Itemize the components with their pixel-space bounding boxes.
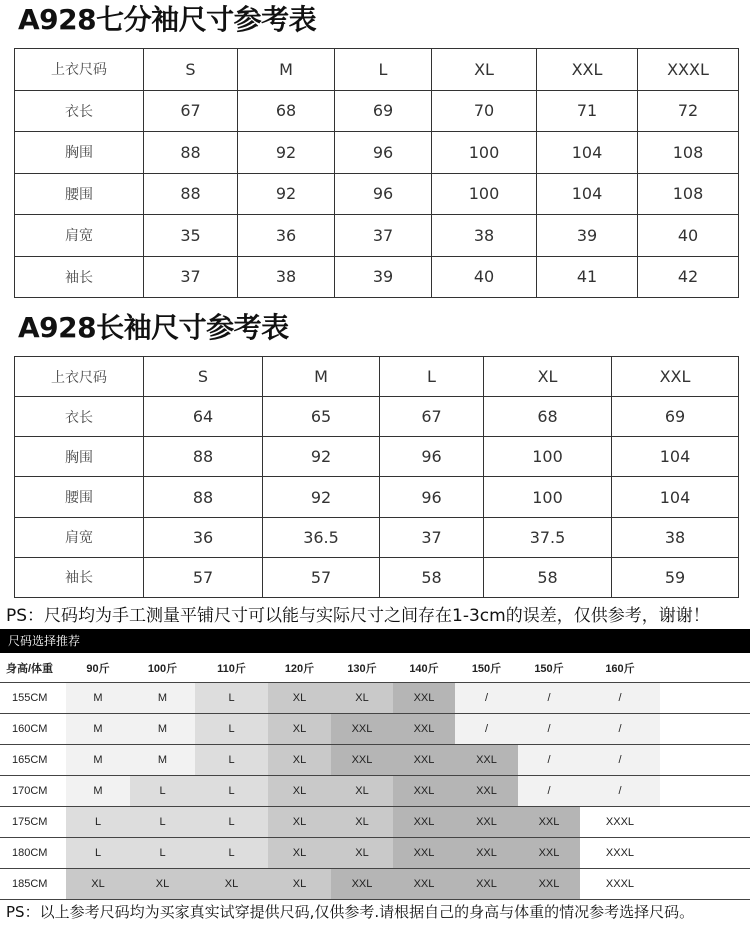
size-value: 38 (432, 215, 537, 257)
size-value: 100 (432, 173, 537, 215)
size-row (15, 132, 739, 174)
recommend-row (0, 838, 750, 869)
row-label: 肩宽 (15, 517, 144, 557)
recommended-size: XL (268, 745, 331, 776)
height-label: 160CM (0, 714, 66, 745)
size-label: XXL (612, 357, 739, 397)
size-row (15, 215, 739, 257)
size-value: 59 (612, 557, 739, 597)
weight-label: 140斤 (393, 654, 455, 683)
height-label: 175CM (0, 807, 66, 838)
recommend-row (0, 683, 750, 714)
recommended-size: XL (268, 838, 331, 869)
recommend-row (0, 807, 750, 838)
size-value: 92 (238, 132, 335, 174)
size-value: 100 (484, 477, 612, 517)
size-value: 88 (144, 173, 238, 215)
recommended-size: / (580, 714, 660, 745)
row-label: 衣长 (15, 90, 144, 132)
size-value: 71 (537, 90, 638, 132)
size-value: 69 (612, 397, 739, 437)
size-value: 100 (484, 437, 612, 477)
recommend-note: PS：以上参考尺码均为买家真实试穿提供尺码,仅供参考.请根据自己的身高与体重的情况参考选择尺码。 (6, 903, 695, 921)
size-label: M (238, 49, 335, 91)
row-label: 衣长 (15, 397, 144, 437)
size-value: 96 (380, 477, 484, 517)
height-label: 185CM (0, 869, 66, 900)
recommended-size: M (66, 683, 130, 714)
size-value: 104 (537, 132, 638, 174)
size-header-row (15, 357, 739, 397)
recommended-size: L (130, 807, 195, 838)
size-value: 67 (380, 397, 484, 437)
size-value: 37 (380, 517, 484, 557)
size-value: 57 (144, 557, 263, 597)
size-value: 40 (432, 256, 537, 298)
recommended-size: XXL (393, 714, 455, 745)
recommended-size: XXL (393, 807, 455, 838)
table2-title: A928长袖尺寸参考表 (18, 311, 289, 344)
height-label: 170CM (0, 776, 66, 807)
recommended-size: / (580, 745, 660, 776)
size-value: 69 (335, 90, 432, 132)
weight-label: 150斤 (518, 654, 580, 683)
size-value: 68 (484, 397, 612, 437)
height-label: 180CM (0, 838, 66, 869)
recommended-size: XXL (393, 838, 455, 869)
recommended-size: L (66, 838, 130, 869)
size-value: 36 (238, 215, 335, 257)
size-value: 39 (335, 256, 432, 298)
row-label: 胸围 (15, 437, 144, 477)
recommended-size: XXL (331, 714, 393, 745)
recommended-size: / (518, 714, 580, 745)
filler-cell (660, 776, 750, 807)
recommended-size: XL (331, 807, 393, 838)
recommend-row (0, 745, 750, 776)
recommended-size: XXL (455, 807, 518, 838)
size-value: 35 (144, 215, 238, 257)
recommended-size: / (518, 683, 580, 714)
recommended-size: XXL (393, 745, 455, 776)
size-value: 104 (537, 173, 638, 215)
size-header-row (15, 49, 739, 91)
size-row (15, 477, 739, 517)
recommended-size: M (130, 745, 195, 776)
size-value: 57 (263, 557, 380, 597)
filler-cell (660, 807, 750, 838)
size-label: S (144, 49, 238, 91)
recommended-size: XXL (455, 838, 518, 869)
size-label: L (335, 49, 432, 91)
filler-cell (660, 869, 750, 900)
recommended-size: XL (130, 869, 195, 900)
size-value: 96 (380, 437, 484, 477)
height-weight-label: 身高/体重 (0, 654, 66, 683)
filler-cell (660, 683, 750, 714)
recommended-size: / (580, 683, 660, 714)
size-value: 108 (638, 173, 739, 215)
size-value: 37 (144, 256, 238, 298)
recommended-size: XXXL (580, 838, 660, 869)
recommended-size: M (66, 745, 130, 776)
size-value: 92 (238, 173, 335, 215)
recommend-row (0, 869, 750, 900)
size-value: 37.5 (484, 517, 612, 557)
recommended-size: XL (268, 869, 331, 900)
filler-cell (660, 745, 750, 776)
row-label: 肩宽 (15, 215, 144, 257)
size-label: XXXL (638, 49, 739, 91)
recommended-size: M (66, 776, 130, 807)
size-label: XL (484, 357, 612, 397)
recommended-size: / (455, 683, 518, 714)
recommended-size: XXXL (580, 807, 660, 838)
recommended-size: L (195, 807, 268, 838)
size-value: 70 (432, 90, 537, 132)
weight-label: 100斤 (130, 654, 195, 683)
size-value: 88 (144, 477, 263, 517)
weight-label: 150斤 (455, 654, 518, 683)
recommended-size: XXL (455, 776, 518, 807)
recommended-size: XXL (455, 745, 518, 776)
recommended-size: L (130, 838, 195, 869)
size-value: 104 (612, 437, 739, 477)
size-value: 36.5 (263, 517, 380, 557)
size-value: 37 (335, 215, 432, 257)
recommended-size: / (518, 745, 580, 776)
recommended-size: L (195, 838, 268, 869)
weight-label: 90斤 (66, 654, 130, 683)
size-value: 40 (638, 215, 739, 257)
size-label: M (263, 357, 380, 397)
size-value: 72 (638, 90, 739, 132)
filler-cell (660, 714, 750, 745)
recommend-row (0, 776, 750, 807)
recommended-size: XXXL (580, 869, 660, 900)
recommended-size: XXL (331, 869, 393, 900)
size-value: 92 (263, 437, 380, 477)
recommended-size: M (130, 714, 195, 745)
size-row (15, 256, 739, 298)
recommended-size: XXL (455, 869, 518, 900)
size-value: 42 (638, 256, 739, 298)
size-row (15, 173, 739, 215)
recommended-size: L (130, 776, 195, 807)
recommended-size: L (195, 683, 268, 714)
recommended-size: / (455, 714, 518, 745)
sleeve-7-size-table (14, 48, 739, 298)
size-value: 39 (537, 215, 638, 257)
recommended-size: XXL (393, 869, 455, 900)
size-value: 104 (612, 477, 739, 517)
recommended-size: XXL (393, 683, 455, 714)
measurement-note: PS：尺码均为手工测量平铺尺寸可以能与实际尺寸之间存在1-3cm的误差，仅供参考，谢谢！ (6, 606, 710, 626)
filler-cell (660, 838, 750, 869)
size-value: 67 (144, 90, 238, 132)
size-value: 96 (335, 132, 432, 174)
size-recommend-table (0, 654, 750, 900)
weight-label: 160斤 (580, 654, 660, 683)
recommended-size: L (66, 807, 130, 838)
size-value: 96 (335, 173, 432, 215)
recommended-size: XL (268, 714, 331, 745)
recommended-size: XL (331, 838, 393, 869)
size-value: 88 (144, 132, 238, 174)
recommended-size: / (580, 776, 660, 807)
size-row (15, 517, 739, 557)
size-row (15, 557, 739, 597)
size-value: 108 (638, 132, 739, 174)
recommended-size: XXL (518, 869, 580, 900)
recommended-size: XL (331, 683, 393, 714)
row-label: 腰围 (15, 477, 144, 517)
recommended-size: XL (66, 869, 130, 900)
size-row (15, 437, 739, 477)
size-label: XL (432, 49, 537, 91)
weight-label: 120斤 (268, 654, 331, 683)
size-value: 64 (144, 397, 263, 437)
recommended-size: XL (268, 807, 331, 838)
size-value: 92 (263, 477, 380, 517)
filler-cell (660, 654, 750, 683)
recommend-header-row (0, 654, 750, 683)
size-label: XXL (537, 49, 638, 91)
size-recommend-bar: 尺码选择推荐 (0, 629, 750, 653)
recommended-size: / (518, 776, 580, 807)
height-label: 165CM (0, 745, 66, 776)
row-label: 腰围 (15, 173, 144, 215)
size-value: 38 (238, 256, 335, 298)
long-sleeve-size-table (14, 356, 739, 598)
recommend-row (0, 714, 750, 745)
recommended-size: L (195, 776, 268, 807)
row-label: 袖长 (15, 557, 144, 597)
recommended-size: XL (268, 683, 331, 714)
size-value: 65 (263, 397, 380, 437)
recommended-size: XXL (518, 807, 580, 838)
size-value: 41 (537, 256, 638, 298)
recommended-size: L (195, 745, 268, 776)
size-value: 100 (432, 132, 537, 174)
size-label: S (144, 357, 263, 397)
recommended-size: XL (331, 776, 393, 807)
recommended-size: XL (268, 776, 331, 807)
table1-title: A928七分袖尺寸参考表 (18, 3, 317, 36)
recommended-size: M (66, 714, 130, 745)
recommended-size: XXL (331, 745, 393, 776)
size-row (15, 397, 739, 437)
size-row (15, 90, 739, 132)
size-value: 38 (612, 517, 739, 557)
size-value: 88 (144, 437, 263, 477)
row-label: 上衣尺码 (15, 49, 144, 91)
size-value: 36 (144, 517, 263, 557)
row-label: 胸围 (15, 132, 144, 174)
recommended-size: XXL (393, 776, 455, 807)
size-value: 68 (238, 90, 335, 132)
weight-label: 130斤 (331, 654, 393, 683)
row-label: 袖长 (15, 256, 144, 298)
size-label: L (380, 357, 484, 397)
height-label: 155CM (0, 683, 66, 714)
row-label: 上衣尺码 (15, 357, 144, 397)
size-value: 58 (380, 557, 484, 597)
recommended-size: L (195, 714, 268, 745)
recommended-size: M (130, 683, 195, 714)
recommended-size: XL (195, 869, 268, 900)
size-value: 58 (484, 557, 612, 597)
recommended-size: XXL (518, 838, 580, 869)
weight-label: 110斤 (195, 654, 268, 683)
